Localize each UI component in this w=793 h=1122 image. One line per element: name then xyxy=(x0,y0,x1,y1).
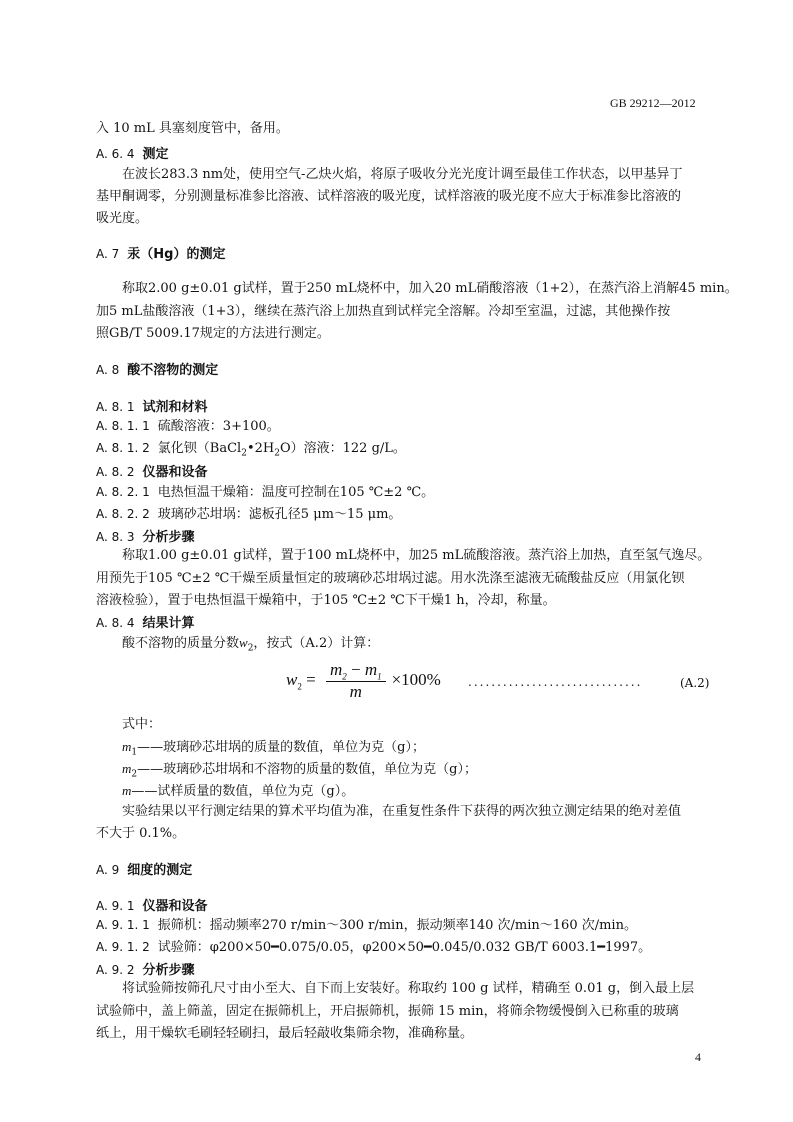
clause-number: A. 8. 2. 2 xyxy=(96,507,150,521)
section-number: A. 6. 4 xyxy=(96,147,135,161)
section-title: 细度的测定 xyxy=(127,863,193,878)
section-number: A. 8. 4 xyxy=(96,616,135,630)
section-heading-a91 xyxy=(96,895,208,914)
formula-leader-dots: .............................. xyxy=(468,675,643,689)
text-line: 基甲酮调零，分别测量标准参比溶液、试样溶液的吸光度，试样溶液的吸光度不应大于标准参比溶液的 xyxy=(96,189,682,204)
text-line: 在波长283.3 nm处，使用空气-乙炔火焰，将原子吸收分光光度计调至最佳工作状态，以甲基异丁 xyxy=(122,167,683,182)
text-line: 加5 mL盐酸溶液（1+3），继续在蒸汽浴上加热直到试样完全溶解。冷却至室温，过滤，其他操作按 xyxy=(96,304,671,319)
clause-a911 xyxy=(96,915,637,936)
clause-text: 硫酸溶液：3+100。 xyxy=(157,419,280,434)
formula-lhs: w xyxy=(286,670,298,690)
section-title: 测定 xyxy=(142,147,169,162)
standard-number: GB 29212—2012 xyxy=(610,96,696,110)
clause-number: A. 8. 1. 2 xyxy=(96,441,150,455)
variable: m xyxy=(122,761,132,776)
text-line: 称取2.00 g±0.01 g试样，置于250 mL烧杯中，加入20 mL硝酸溶液（1+2），在蒸汽浴上消解45 min。 xyxy=(122,281,738,296)
clause-a822 xyxy=(96,504,401,525)
subscript: 2 xyxy=(241,448,247,459)
section-title: 仪器和设备 xyxy=(142,465,208,480)
section-title: 仪器和设备 xyxy=(142,899,208,914)
section-heading-a7 xyxy=(96,243,225,262)
section-number: A. 9 xyxy=(96,863,120,877)
section-number: A. 8. 2 xyxy=(96,465,135,479)
text-line: 纸上，用干燥软毛刷轻轻刷扫，最后轻敲收集筛余物，准确称量。 xyxy=(96,1026,474,1041)
fraction-numerator: $m_2 - m_1$ xyxy=(326,660,386,682)
section-heading-a9 xyxy=(96,859,192,878)
section-number: A. 9. 2 xyxy=(96,963,135,977)
fraction-denominator: m xyxy=(349,682,362,702)
clause-a912 xyxy=(96,937,651,958)
subscript: 1 xyxy=(131,747,138,758)
section-heading-a84 xyxy=(96,612,195,631)
text-line: 实验结果以平行测定结果的算术平均值为准，在重复性条件下获得的两次独立测定结果的绝对差值 xyxy=(122,804,682,819)
subscript: 2 xyxy=(274,448,280,459)
subscript: 2 xyxy=(131,769,138,780)
section-number: A. 8. 3 xyxy=(96,530,135,544)
variable: m xyxy=(122,739,132,754)
section-title: 分析步骤 xyxy=(142,530,195,545)
clause-a821 xyxy=(96,482,434,503)
section-heading-a92 xyxy=(96,959,195,978)
section-title: 结果计算 xyxy=(142,616,195,631)
text-line: 称取1.00 g±0.01 g试样，置于100 mL烧杯中，加25 mL硫酸溶液。蒸汽浴上加热，直至氢气逸尽。 xyxy=(122,548,711,563)
variable: m xyxy=(122,783,132,798)
text: ，按式（A.2）计算： xyxy=(253,636,380,651)
text-line: 不大于 0.1%。 xyxy=(96,826,186,841)
section-heading-a8 xyxy=(96,359,218,378)
section-title: 酸不溶物的测定 xyxy=(127,363,219,378)
text-line: 照GB/T 5009.17规定的方法进行测定。 xyxy=(96,326,330,341)
clause-number: A. 8. 2. 1 xyxy=(96,485,150,499)
section-title: 汞（Hg）的测定 xyxy=(127,247,226,262)
text-line: 将试验筛按筛孔尺寸由小至大、自下而上安装好。称取约 100 g 试样，精确至 0.01 g，倒入最上层 xyxy=(122,981,695,996)
text-line: 试验筛中，盖上筛盖，固定在振筛机上，开启振筛机，振筛 15 min，将筛余物缓慢倒入已称重的玻璃 xyxy=(96,1004,679,1019)
section-number: A. 8 xyxy=(96,363,120,377)
subscript: 2 xyxy=(247,643,254,654)
text: 酸不溶物的质量分数 xyxy=(122,636,240,651)
text-line: 用预先于105 ℃±2 ℃干燥至质量恒定的玻璃砂芯坩埚过滤。用水洗涤至滤液无硫酸盐反应（用氯化钡 xyxy=(96,571,685,586)
clause-text: 振筛机：摇动频率270 r/min～300 r/min，振动频率140 次/min～160 次/min。 xyxy=(157,918,637,933)
clause-text: 试验筛：φ200×50━0.075/0.05，φ200×50━0.045/0.032 GB/T 6003.1━1997。 xyxy=(157,940,652,955)
section-title: 分析步骤 xyxy=(142,963,195,978)
equation-number: (A.2) xyxy=(680,676,710,690)
formula-a2 xyxy=(286,660,441,702)
clause-text: •2H xyxy=(246,441,275,456)
clause-text: O）溶液：122 g/L。 xyxy=(279,441,406,456)
section-heading-a64 xyxy=(96,143,169,162)
clause-a811 xyxy=(96,416,280,437)
formula-fraction xyxy=(326,660,386,702)
text-line xyxy=(122,632,379,660)
clause-text: 电热恒温干燥箱：温度可控制在105 ℃±2 ℃。 xyxy=(157,485,435,500)
text: ——玻璃砂芯坩埚的质量的数值，单位为克（g）； xyxy=(137,740,425,755)
clause-number: A. 9. 1. 2 xyxy=(96,940,150,954)
text-line: 入 10 mL 具塞刻度管中，备用。 xyxy=(96,121,289,136)
text: ——试样质量的数值，单位为克（g）。 xyxy=(131,784,355,799)
variable: w xyxy=(239,635,248,650)
formula-equals: = xyxy=(306,670,316,690)
where-item-m xyxy=(122,780,354,802)
text: ——玻璃砂芯坩埚和不溶物的质量的数值，单位为克（g）； xyxy=(137,762,477,777)
section-number: A. 9. 1 xyxy=(96,899,135,913)
clause-number: A. 8. 1. 1 xyxy=(96,419,150,433)
section-heading-a81 xyxy=(96,396,208,415)
clause-number: A. 9. 1. 1 xyxy=(96,918,150,932)
text-line: 溶液检验），置于电热恒温干燥箱中，于105 ℃±2 ℃下干燥1 h，冷却，称量。 xyxy=(96,593,556,608)
formula-tail: ×100% xyxy=(391,670,441,690)
text-line: 式中： xyxy=(122,717,162,732)
text-line: 吸光度。 xyxy=(96,211,149,226)
clause-text: 氯化钡（BaCl xyxy=(157,441,242,456)
page-number: 4 xyxy=(695,1050,701,1064)
section-number: A. 7 xyxy=(96,247,120,261)
clause-text: 玻璃砂芯坩埚：滤板孔径5 μm～15 μm。 xyxy=(157,507,402,522)
subscript: 2 xyxy=(297,681,302,692)
section-heading-a83 xyxy=(96,526,195,545)
section-title: 试剂和材料 xyxy=(142,400,208,415)
section-heading-a82 xyxy=(96,461,208,480)
section-number: A. 8. 1 xyxy=(96,400,135,414)
